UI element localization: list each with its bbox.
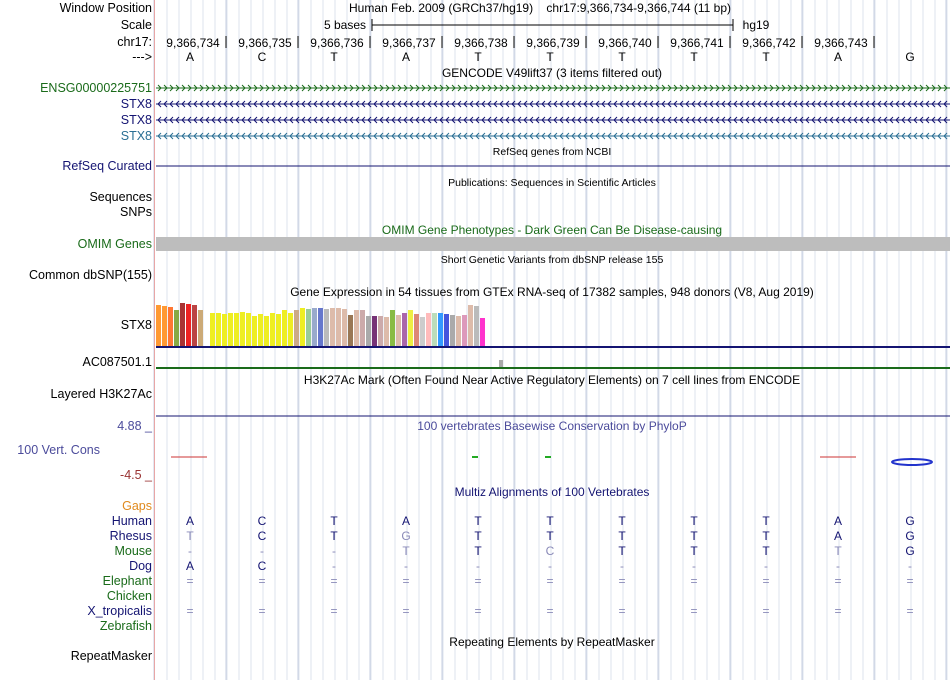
window-position-text: Human Feb. 2009 (GRCh37/hg19) chr17:9,366,734-9,366,744 (11 bp) <box>348 1 732 15</box>
multiz-base: - <box>260 544 264 558</box>
multiz-base: T <box>402 544 410 558</box>
base-letter: T <box>330 50 338 64</box>
multiz-base: - <box>404 559 408 573</box>
strand-label: ---> <box>132 50 152 64</box>
gaps-label[interactable]: Gaps <box>122 499 152 513</box>
multiz-base: = <box>474 604 482 618</box>
multiz-base: C <box>257 559 267 573</box>
multiz-base: = <box>186 604 194 618</box>
multiz-species-label[interactable]: Mouse <box>114 544 152 558</box>
multiz-base: C <box>257 529 267 543</box>
ruler-position: 9,366,743 <box>814 36 868 50</box>
multiz-base: = <box>402 574 410 588</box>
multiz-base: T <box>834 544 842 558</box>
assembly-text: hg19 <box>742 18 770 32</box>
multiz-base: - <box>476 559 480 573</box>
multiz-base: A <box>185 514 195 528</box>
multiz-base: T <box>690 529 698 543</box>
gencode-track-label[interactable]: STX8 <box>120 97 152 111</box>
ruler-position: 9,366,737 <box>382 36 436 50</box>
base-letter: A <box>185 50 195 64</box>
ruler-position: 9,366,734 <box>166 36 220 50</box>
phylop-positive-mark <box>892 459 932 465</box>
publications-title: Publications: Sequences in Scientific Articles <box>448 177 656 189</box>
scale-label: Scale <box>120 18 152 32</box>
refseq-title: RefSeq genes from NCBI <box>492 146 612 158</box>
multiz-base: - <box>692 559 696 573</box>
multiz-base: T <box>546 514 554 528</box>
gtex-title: Gene Expression in 54 tissues from GTEx RNA-seq of 17382 samples, 948 donors (V8, Aug 2019) <box>290 285 814 299</box>
multiz-base: A <box>185 559 195 573</box>
multiz-base: T <box>618 544 626 558</box>
base-letter: T <box>546 50 554 64</box>
multiz-base: T <box>762 544 770 558</box>
multiz-title: Multiz Alignments of 100 Vertebrates <box>454 485 650 499</box>
base-letter: C <box>257 50 267 64</box>
multiz-base: = <box>330 574 338 588</box>
multiz-base: = <box>258 604 266 618</box>
multiz-base: - <box>548 559 552 573</box>
multiz-base: = <box>618 604 626 618</box>
multiz-base: - <box>908 559 912 573</box>
multiz-base: T <box>474 529 482 543</box>
gtex-label-stx8[interactable]: STX8 <box>120 318 152 332</box>
multiz-base: T <box>618 529 626 543</box>
multiz-base: = <box>834 574 842 588</box>
multiz-base: T <box>762 514 770 528</box>
multiz-base: T <box>186 529 194 543</box>
multiz-base: T <box>690 544 698 558</box>
omim-title: OMIM Gene Phenotypes - Dark Green Can Be Disease-causing <box>381 223 723 237</box>
gencode-track-label[interactable]: ENSG00000225751 <box>40 81 152 95</box>
multiz-base: T <box>330 514 338 528</box>
ruler-position: 9,366,736 <box>310 36 364 50</box>
omim-label[interactable]: OMIM Genes <box>77 237 152 251</box>
multiz-base: = <box>618 574 626 588</box>
multiz-base: = <box>546 574 554 588</box>
h3k27ac-label[interactable]: Layered H3K27Ac <box>50 387 152 401</box>
multiz-base: = <box>762 604 770 618</box>
scale-text: 5 bases <box>323 18 367 32</box>
multiz-base: = <box>330 604 338 618</box>
multiz-species-label[interactable]: Chicken <box>106 589 152 603</box>
dbsnp-title: Short Genetic Variants from dbSNP release 155 <box>440 254 664 266</box>
window-position-label: Window Position <box>59 1 152 15</box>
ruler-position: 9,366,741 <box>670 36 724 50</box>
ruler-position: 9,366,738 <box>454 36 508 50</box>
phylop-ymin: -4.5 _ <box>120 468 152 482</box>
ruler-position: 9,366,740 <box>598 36 652 50</box>
multiz-species-label[interactable]: Human <box>111 514 152 528</box>
gencode-track-label[interactable]: STX8 <box>120 113 152 127</box>
multiz-species-label[interactable]: Dog <box>129 559 152 573</box>
base-letter: A <box>833 50 843 64</box>
multiz-base: T <box>474 544 482 558</box>
ruler-position: 9,366,735 <box>238 36 292 50</box>
ruler-position: 9,366,739 <box>526 36 580 50</box>
multiz-base: = <box>402 604 410 618</box>
multiz-base: = <box>690 574 698 588</box>
ruler-position: 9,366,742 <box>742 36 796 50</box>
multiz-base: T <box>330 529 338 543</box>
gencode-title: GENCODE V49lift37 (3 items filtered out) <box>441 66 663 80</box>
gencode-track-label[interactable]: STX8 <box>120 129 152 143</box>
publications-sequences-label[interactable]: Sequences <box>89 190 152 204</box>
multiz-species-label[interactable]: Zebrafish <box>99 619 152 633</box>
phylop-title: 100 vertebrates Basewise Conservation by PhyloP <box>417 419 687 433</box>
multiz-base: T <box>690 514 698 528</box>
multiz-base: C <box>257 514 267 528</box>
multiz-base: T <box>618 514 626 528</box>
dbsnp-label[interactable]: Common dbSNP(155) <box>29 268 152 282</box>
repeatmasker-title: Repeating Elements by RepeatMasker <box>449 635 655 649</box>
multiz-base: = <box>906 574 914 588</box>
gtex-label-ac087501[interactable]: AC087501.1 <box>82 355 152 369</box>
multiz-base: = <box>186 574 194 588</box>
multiz-base: T <box>762 529 770 543</box>
multiz-base: = <box>762 574 770 588</box>
base-letter: T <box>690 50 698 64</box>
repeatmasker-label[interactable]: RepeatMasker <box>70 649 152 663</box>
multiz-base: C <box>545 544 555 558</box>
multiz-base: G <box>401 529 411 543</box>
base-letter: G <box>905 50 915 64</box>
base-letter: T <box>474 50 482 64</box>
multiz-base: A <box>401 514 411 528</box>
multiz-base: - <box>836 559 840 573</box>
multiz-base: = <box>546 604 554 618</box>
multiz-base: - <box>188 544 192 558</box>
base-letter: T <box>618 50 626 64</box>
h3k27ac-title: H3K27Ac Mark (Often Found Near Active Regulatory Elements) on 7 cell lines from ENCODE <box>303 373 801 387</box>
snps-label[interactable]: SNPs <box>120 205 152 219</box>
multiz-base: - <box>332 544 336 558</box>
multiz-base: = <box>258 574 266 588</box>
multiz-base: = <box>690 604 698 618</box>
multiz-base: G <box>905 529 915 543</box>
multiz-base: G <box>905 544 915 558</box>
base-letter: T <box>762 50 770 64</box>
multiz-base: G <box>905 514 915 528</box>
refseq-label[interactable]: RefSeq Curated <box>62 159 152 173</box>
multiz-species-label[interactable]: Rhesus <box>109 529 152 543</box>
phylop-label[interactable]: 100 Vert. Cons <box>17 443 100 457</box>
chrom-label: chr17: <box>117 35 152 49</box>
multiz-base: T <box>474 514 482 528</box>
multiz-base: = <box>906 604 914 618</box>
multiz-base: = <box>834 604 842 618</box>
multiz-base: A <box>833 529 843 543</box>
multiz-base: T <box>546 529 554 543</box>
multiz-species-label[interactable]: Elephant <box>102 574 152 588</box>
multiz-base: = <box>474 574 482 588</box>
base-letter: A <box>401 50 411 64</box>
multiz-base: - <box>620 559 624 573</box>
multiz-species-label[interactable]: X_tropicalis <box>87 604 152 618</box>
multiz-base: - <box>332 559 336 573</box>
multiz-base: - <box>764 559 768 573</box>
phylop-ymax: 4.88 _ <box>117 419 152 433</box>
multiz-base: A <box>833 514 843 528</box>
